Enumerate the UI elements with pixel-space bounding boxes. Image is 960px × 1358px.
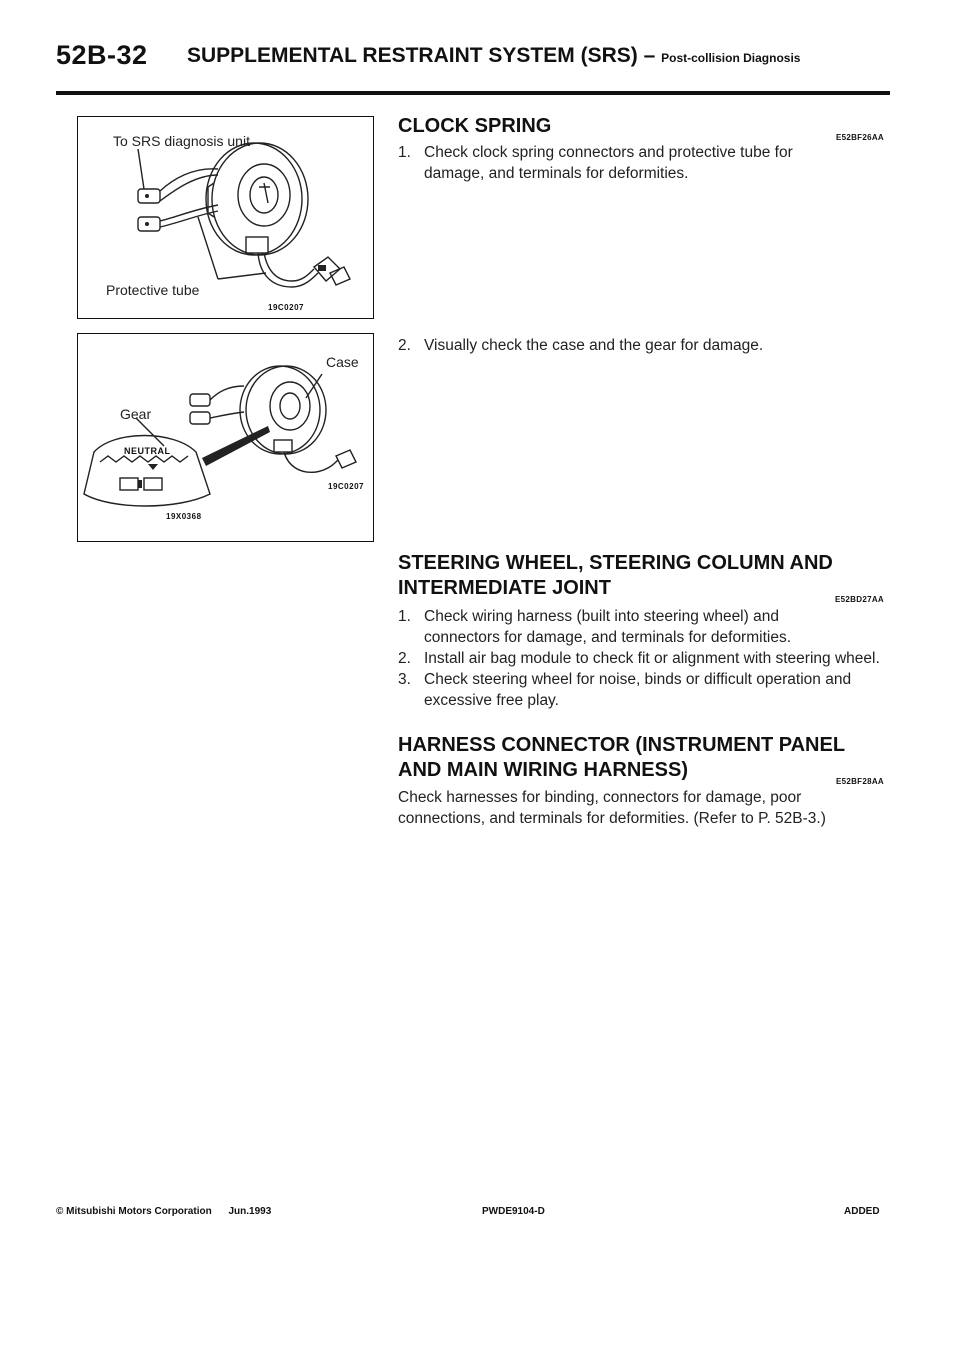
steering-list (398, 606, 884, 711)
figure-code: 19C0207 (268, 303, 304, 312)
section-steering (398, 551, 884, 711)
label-srs-diagnosis-unit: To SRS diagnosis unit (113, 133, 250, 149)
item-number: 1. (398, 608, 411, 625)
page-number: 52B-32 (56, 40, 148, 70)
item-text: Install air bag module to check fit or alignment with steering wheel. (424, 650, 880, 667)
figure-code-right: 19C0207 (328, 482, 364, 491)
section-title: AND MAIN WIRING HARNESS) (398, 759, 688, 781)
footer-doc-code: PWDE9104-D (482, 1206, 545, 1217)
section-heading-line1: STEERING WHEEL, STEERING COLUMN AND (398, 552, 833, 574)
item-number: 2. (398, 337, 411, 354)
item-text: Check wiring harness (built into steering wheel) and connectors for damage, and terminals for deformities. (424, 608, 792, 646)
figure-case-gear (77, 333, 374, 542)
section-code: E52BF26AA (835, 133, 884, 142)
list-item (398, 142, 884, 184)
list-item (398, 606, 884, 648)
footer-status: ADDED (844, 1206, 880, 1217)
list-item (398, 648, 884, 669)
label-case: Case (326, 354, 359, 370)
label-gear: Gear (120, 406, 152, 422)
section-heading-line2 (398, 576, 884, 604)
figure-clock-spring-connectors (77, 116, 374, 319)
page-title-text: SUPPLEMENTAL RESTRAINT SYSTEM (SRS) – (187, 44, 656, 67)
label-neutral: NEUTRAL (124, 446, 171, 456)
list-item (398, 669, 884, 711)
section-heading (398, 114, 884, 142)
section-clock-spring (398, 114, 884, 184)
copyright-text: © Mitsubishi Motors Corporation (56, 1206, 212, 1217)
item-text: Check clock spring connectors and protective tube for damage, and terminals for deformities. (424, 144, 793, 182)
page-title (187, 44, 800, 68)
item-text: Check steering wheel for noise, binds or difficult operation and excessive free play. (424, 671, 852, 709)
footer-date: Jun.1993 (228, 1206, 272, 1217)
section-paragraph: Check harnesses for binding, connectors for damage, poor connections, and terminals for deformities. (Refer to P. 52B-3.) (398, 789, 826, 827)
page-subtitle: Post-collision Diagnosis (661, 51, 801, 65)
section-title: CLOCK SPRING (398, 115, 552, 137)
section-heading-line1: HARNESS CONNECTOR (INSTRUMENT PANEL (398, 734, 846, 756)
page-header (56, 40, 890, 100)
label-protective-tube: Protective tube (106, 282, 200, 298)
item-number: 2. (398, 650, 411, 667)
section-code: E52BD27AA (835, 595, 884, 604)
figure-code-left: 19X0368 (166, 512, 202, 521)
item-text: Visually check the case and the gear for damage. (424, 337, 764, 354)
footer-copyright (56, 1206, 271, 1217)
header-rule (56, 91, 890, 95)
section-heading-line2 (398, 758, 884, 786)
section-code: E52BF28AA (835, 777, 884, 786)
section-harness (398, 733, 884, 829)
item-number: 1. (398, 144, 411, 161)
clock-spring-step-2 (398, 335, 884, 356)
item-number: 3. (398, 671, 411, 688)
list-item (398, 335, 884, 356)
section-title: INTERMEDIATE JOINT (398, 577, 611, 599)
